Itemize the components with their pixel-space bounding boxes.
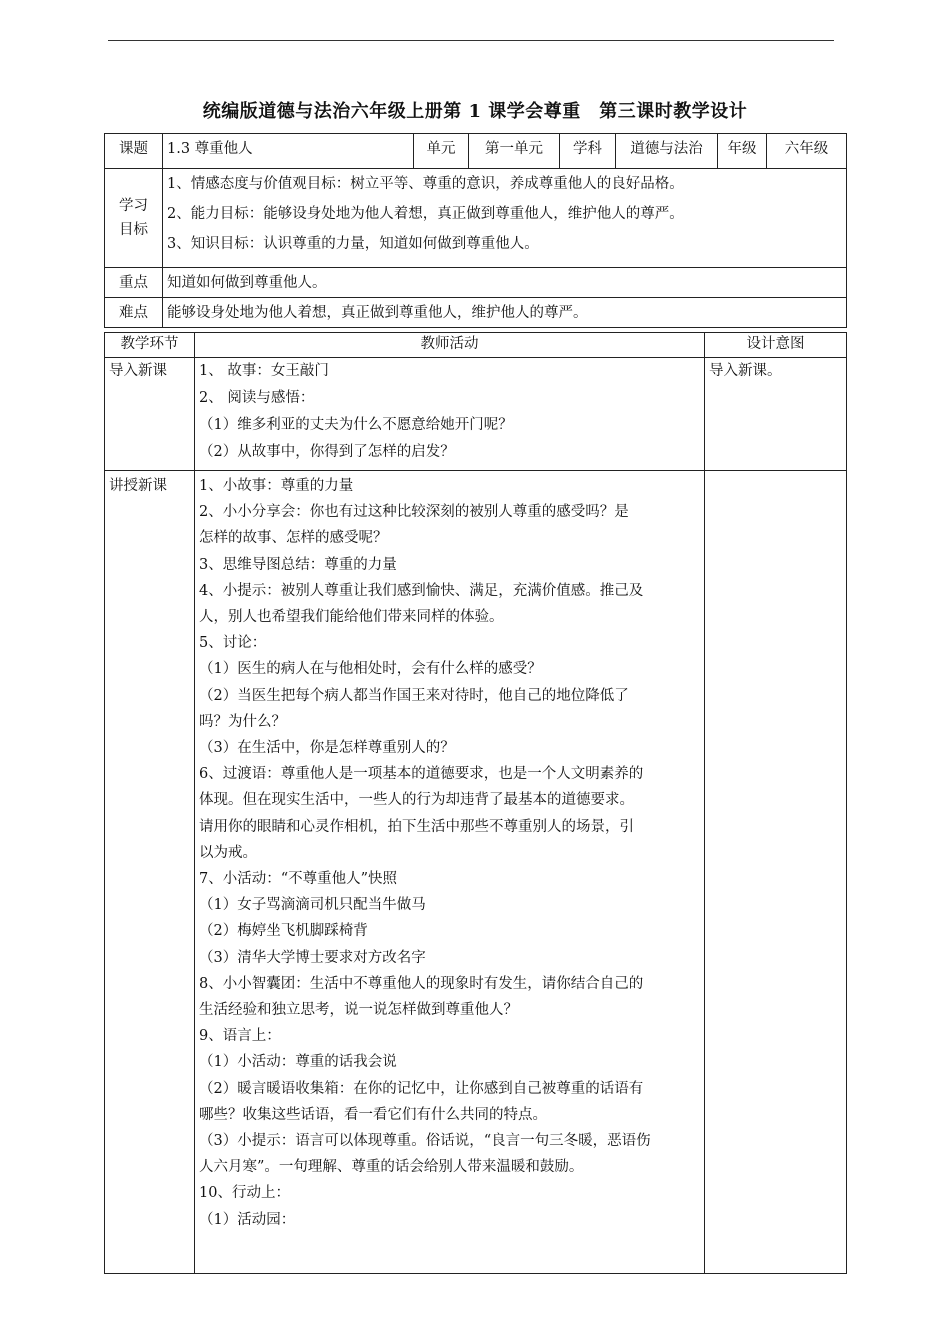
activity-line: 1、小故事：尊重的力量	[199, 478, 354, 494]
intro-row	[105, 358, 847, 471]
subject-label: 学科	[560, 134, 616, 169]
activity-line: （3）清华大学博士要求对方改名字	[199, 949, 426, 966]
learning-goals-label	[105, 169, 163, 268]
activity-line: （2）梅婷坐飞机脚踩椅背	[199, 923, 368, 940]
lesson-info-table	[104, 133, 847, 328]
activity-line: （2）从故事中，你得到了怎样的启发？	[199, 444, 455, 460]
subject-value: 道德与法治	[616, 134, 718, 169]
stage-column-header: 教学环节	[105, 333, 195, 358]
activity-line: 10、行动上：	[199, 1185, 290, 1202]
teacher-activity-column-header: 教师活动	[195, 333, 705, 358]
activity-line: （1）维多利亚的丈夫为什么不愿意给她开门呢？	[199, 417, 513, 433]
teaching-activities	[195, 471, 705, 1274]
activity-line: 体现。但在现实生活中，一些人的行为却违背了最基本的道德要求。	[199, 792, 634, 809]
goal-item: 1、情感态度与价值观目标：树立平等、尊重的意识，养成尊重他人的良好品格。	[167, 176, 684, 192]
activity-line: （1）活动园：	[199, 1211, 296, 1228]
learning-goals-content	[163, 169, 847, 268]
activity-line: 怎样的故事、怎样的感受呢？	[199, 530, 388, 547]
intro-stage: 导入新课	[105, 358, 195, 471]
info-header-row	[105, 134, 847, 169]
activity-line: 吗？为什么？	[199, 713, 286, 730]
activity-line: 5、讨论：	[199, 635, 267, 652]
activity-line: 以为戒。	[199, 844, 257, 861]
intro-activities	[195, 358, 705, 471]
activity-line: 1、 故事：女王敲门	[199, 363, 329, 379]
goals-label-line-1: 学习	[119, 198, 148, 214]
key-point-row	[105, 268, 847, 298]
intro-intent: 导入新课。	[705, 358, 847, 471]
activity-line: 2、小小分享会：你也有过这种比较深刻的被别人尊重的感受吗？是	[199, 504, 629, 521]
goal-item: 3、知识目标：认识尊重的力量，知道如何做到尊重他人。	[167, 236, 539, 252]
grade-value: 六年级	[767, 134, 847, 169]
activity-line: 9、语言上：	[199, 1028, 281, 1045]
activity-line: 7、小活动：“不尊重他人”快照	[199, 871, 398, 888]
activity-line: 8、小小智囊团：生活中不尊重他人的现象时有发生，请你结合自己的	[199, 975, 644, 992]
activity-line: （3）小提示：语言可以体现尊重。俗话说，“良言一句三冬暖，恶语伤	[199, 1133, 651, 1150]
difficulty-row	[105, 298, 847, 328]
design-intent-column-header: 设计意图	[705, 333, 847, 358]
activity-line: 4、小提示：被别人尊重让我们感到愉快、满足，充满价值感。推己及	[199, 582, 644, 599]
learning-goals-row	[105, 169, 847, 268]
activity-line: （3）在生活中，你是怎样尊重别人的？	[199, 740, 455, 757]
activity-line: 3、思维导图总结：尊重的力量	[199, 556, 397, 573]
document-title: 统编版道德与法治六年级上册第 1 课学会尊重 第三课时教学设计	[202, 101, 748, 122]
activity-line: 2、 阅读与感悟：	[199, 390, 315, 406]
header-rule	[108, 40, 834, 41]
activity-line: （1）小活动：尊重的话我会说	[199, 1054, 397, 1071]
grade-label: 年级	[718, 134, 767, 169]
activity-line: （1）医生的病人在与他相处时，会有什么样的感受？	[199, 661, 542, 678]
activity-line: 人六月寒”。一句理解、尊重的话会给别人带来温暖和鼓励。	[199, 1159, 584, 1176]
activity-line: （2）当医生把每个病人都当作国王来对待时，他自己的地位降低了	[199, 687, 629, 704]
goal-item: 2、能力目标：能够设身处地为他人着想，真正做到尊重他人，维护他人的尊严。	[167, 206, 684, 222]
unit-label: 单元	[414, 134, 469, 169]
topic-label: 课题	[105, 134, 163, 169]
teaching-row	[105, 471, 847, 1274]
activity-line: 生活经验和独立思考，说一说怎样做到尊重他人？	[199, 1002, 518, 1019]
teaching-stage: 讲授新课	[105, 471, 195, 1274]
activity-line: 哪些？收集这些话语，看一看它们有什么共同的特点。	[199, 1106, 547, 1123]
difficulty-label: 难点	[105, 298, 163, 328]
difficulty-value: 能够设身处地为他人着想，真正做到尊重他人，维护他人的尊严。	[163, 298, 847, 328]
activity-line: 请用你的眼睛和心灵作相机，拍下生活中那些不尊重别人的场景，引	[199, 818, 634, 835]
goals-label-line-2: 目标	[119, 222, 148, 238]
topic-value: 1.3 尊重他人	[163, 134, 414, 169]
activity-line: 6、过渡语：尊重他人是一项基本的道德要求，也是一个人文明素养的	[199, 766, 644, 783]
activity-line: 人，别人也希望我们能给他们带来同样的体验。	[199, 609, 504, 626]
process-header-row	[105, 333, 847, 358]
teaching-process-table	[104, 332, 847, 1274]
activity-line: （1）女子骂滴滴司机只配当牛做马	[199, 897, 426, 914]
unit-value: 第一单元	[469, 134, 560, 169]
activity-line: （2）暖言暖语收集箱：在你的记忆中，让你感到自己被尊重的话语有	[199, 1080, 644, 1097]
key-point-label: 重点	[105, 268, 163, 298]
teaching-intent	[705, 471, 847, 1274]
key-point-value: 知道如何做到尊重他人。	[163, 268, 847, 298]
